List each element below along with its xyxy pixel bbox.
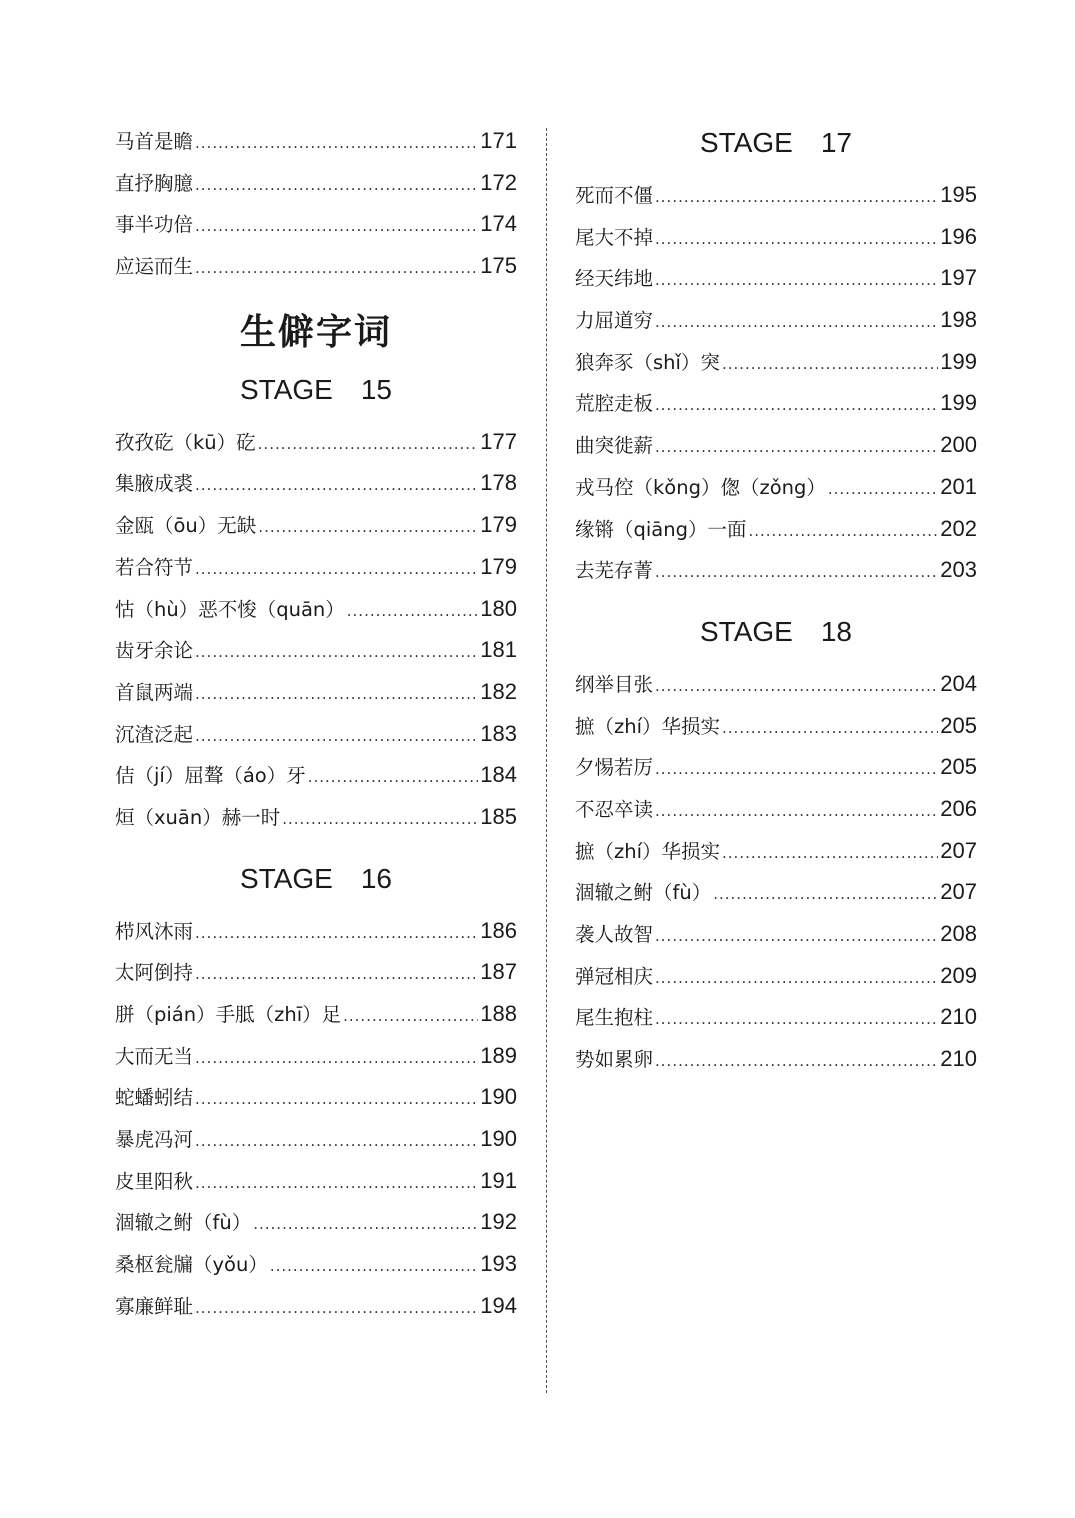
dot-leader [195, 913, 478, 955]
toc-entry-title: 荒腔走板 [575, 392, 654, 416]
toc-entry-title: 沉渣泛起 [115, 722, 194, 746]
toc-entry[interactable] [115, 203, 517, 245]
section-title: 生僻字词 [239, 311, 392, 353]
toc-entry[interactable] [115, 1201, 517, 1243]
toc-entry-page-number: 181 [480, 637, 517, 663]
dot-leader [828, 469, 938, 511]
toc-entry[interactable] [115, 629, 517, 671]
dot-leader [195, 1288, 478, 1330]
toc-list-stage-18 [575, 663, 977, 1080]
toc-entry-title: 经天纬地 [575, 267, 654, 291]
toc-entry-title: 寡廉鲜耻 [115, 1294, 194, 1318]
toc-list-stage-17 [575, 174, 977, 591]
toc-entry[interactable] [115, 1285, 517, 1327]
toc-entry-title: 死而不僵 [575, 184, 654, 207]
stage-heading: STAGE 15 [240, 373, 392, 405]
dot-leader [655, 958, 938, 1000]
toc-entry[interactable] [115, 754, 517, 796]
toc-entry-page-number: 175 [480, 253, 517, 279]
toc-entry-title: 若合符节 [115, 555, 194, 579]
toc-entry-title: 涸辙之鲋（fù） [115, 1211, 252, 1235]
dot-leader [655, 666, 938, 708]
toc-entry-title: 胼（pián）手胝（zhī）足 [115, 1003, 342, 1026]
toc-entry-title: 纲举目张 [575, 672, 654, 696]
toc-entry[interactable] [115, 120, 517, 162]
toc-entry-page-number: 191 [480, 1167, 517, 1193]
toc-entry[interactable] [575, 705, 977, 747]
dot-leader [195, 674, 478, 716]
toc-entry[interactable] [575, 955, 977, 997]
dot-leader [655, 916, 938, 958]
toc-entry[interactable] [115, 504, 517, 546]
toc-entry[interactable] [115, 1118, 517, 1160]
right-column [575, 112, 977, 1080]
toc-entry-page-number: 205 [940, 712, 977, 738]
toc-entry-title: 夕惕若厉 [575, 756, 654, 780]
toc-entry[interactable] [115, 245, 517, 287]
toc-entry[interactable] [115, 1243, 517, 1285]
toc-entry[interactable] [575, 216, 977, 258]
toc-entry[interactable] [575, 382, 977, 424]
dot-leader [195, 1038, 478, 1080]
dot-leader [195, 549, 478, 591]
toc-entry-title: 栉风沐雨 [115, 919, 194, 943]
column-divider [546, 128, 547, 1393]
dot-leader [347, 591, 479, 633]
dot-leader [195, 465, 478, 507]
toc-entry-title: 首鼠两端 [115, 680, 194, 704]
toc-entry-page-number: 203 [940, 557, 977, 583]
toc-list-stage-16 [115, 910, 517, 1327]
toc-entry-title: 狼奔豕（shǐ）突 [575, 350, 720, 374]
toc-entry[interactable] [575, 871, 977, 913]
dot-leader [655, 552, 938, 594]
toc-entry[interactable] [115, 462, 517, 504]
dot-leader [655, 177, 938, 219]
toc-entry-page-number: 197 [940, 265, 977, 291]
dot-leader [722, 708, 938, 750]
toc-entry-page-number: 171 [480, 128, 517, 153]
dot-leader [270, 1246, 478, 1288]
toc-entry-title: 涸辙之鲋（fù） [575, 881, 712, 905]
left-column [115, 120, 517, 1327]
dot-leader [655, 749, 938, 791]
dot-leader [655, 302, 938, 344]
toc-entry-page-number: 205 [940, 754, 977, 780]
toc-entry[interactable] [115, 951, 517, 993]
toc-entry[interactable] [575, 174, 977, 216]
toc-entry-title: 太阿倒持 [115, 961, 194, 985]
toc-entry-page-number: 209 [940, 962, 977, 988]
toc-entry-page-number: 196 [940, 223, 977, 249]
toc-entry-title: 孜孜矻（kū）矻 [115, 430, 256, 454]
toc-entry-title: 势如累卵 [575, 1048, 654, 1072]
toc-entry[interactable] [575, 341, 977, 383]
dot-leader [282, 799, 478, 841]
dot-leader [195, 248, 478, 290]
toc-entry-page-number: 185 [480, 803, 517, 829]
toc-entry-page-number: 187 [480, 959, 517, 985]
dot-leader [195, 165, 478, 207]
dot-leader [655, 219, 938, 261]
toc-entry-page-number: 202 [940, 515, 977, 541]
toc-entry-page-number: 192 [480, 1209, 517, 1235]
toc-entry-title: 事半功倍 [115, 213, 194, 237]
toc-entry[interactable] [575, 663, 977, 705]
toc-list-stage-15 [115, 421, 517, 838]
toc-entry-title: 皮里阳秋 [115, 1169, 194, 1193]
toc-entry[interactable] [575, 746, 977, 788]
toc-entry-title: 佶（jí）屈聱（áo）牙 [115, 764, 306, 788]
toc-entry-title: 直抒胸臆 [115, 171, 194, 195]
dot-leader [655, 260, 938, 302]
toc-entry[interactable] [115, 162, 517, 204]
dot-leader [195, 1079, 478, 1121]
toc-entry[interactable] [575, 466, 977, 508]
dot-leader [655, 427, 938, 469]
dot-leader [258, 424, 479, 466]
toc-entry-title: 金瓯（ōu）无缺 [115, 514, 257, 538]
toc-entry-title: 摭（zhí）华损实 [575, 714, 721, 738]
toc-entry[interactable] [115, 1076, 517, 1118]
stage-heading: STAGE 17 [700, 127, 852, 158]
toc-entry-page-number: 194 [480, 1292, 517, 1318]
dot-leader [195, 716, 478, 758]
toc-entry-title: 袭人故智 [575, 923, 654, 946]
dot-leader [655, 385, 938, 427]
dot-leader [195, 954, 478, 996]
dot-leader [195, 206, 478, 248]
toc-entry[interactable] [115, 1160, 517, 1202]
toc-entry[interactable] [575, 996, 977, 1038]
toc-entry-title: 去芜存菁 [575, 559, 654, 583]
toc-entry[interactable] [115, 1035, 517, 1077]
toc-entry[interactable] [115, 796, 517, 838]
dot-leader [748, 511, 938, 553]
toc-entry-page-number: 179 [480, 553, 517, 579]
dot-leader [655, 1041, 938, 1083]
dot-leader [195, 1163, 478, 1205]
toc-entry-title: 集腋成裘 [115, 472, 194, 496]
toc-entry-page-number: 189 [480, 1042, 517, 1068]
toc-entry-page-number: 208 [940, 921, 977, 946]
toc-entry-title: 尾大不掉 [575, 225, 654, 249]
toc-entry[interactable] [575, 549, 977, 591]
toc-entry-page-number: 177 [480, 428, 517, 454]
toc-entry-title: 蛇蟠蚓结 [115, 1086, 194, 1110]
toc-entry-title: 齿牙余论 [115, 639, 194, 663]
toc-entry-page-number: 200 [940, 432, 977, 458]
toc-entry-page-number: 180 [480, 595, 517, 621]
toc-entry[interactable] [575, 913, 977, 955]
toc-entry-page-number: 210 [940, 1004, 977, 1030]
toc-entry-page-number: 183 [480, 720, 517, 746]
toc-entry-page-number: 210 [940, 1046, 977, 1072]
toc-entry-title: 桑枢瓮牖（yǒu） [115, 1253, 268, 1277]
toc-entry-title: 摭（zhí）华损实 [575, 839, 721, 863]
toc-entry[interactable] [115, 910, 517, 952]
dot-leader [195, 1121, 478, 1163]
toc-entry[interactable] [115, 993, 517, 1035]
toc-entry-page-number: 182 [480, 678, 517, 704]
toc-entry[interactable] [575, 299, 977, 341]
toc-entry-title: 大而无当 [115, 1044, 194, 1068]
dot-leader [258, 507, 478, 549]
toc-entry[interactable] [115, 713, 517, 755]
dot-leader [722, 344, 938, 386]
stage-heading: STAGE 18 [700, 615, 852, 647]
toc-entry-page-number: 190 [480, 1084, 517, 1110]
dot-leader [713, 874, 938, 916]
dot-leader [655, 999, 938, 1041]
toc-entry-page-number: 172 [480, 169, 517, 195]
toc-entry-page-number: 193 [480, 1251, 517, 1277]
toc-entry[interactable] [575, 257, 977, 299]
toc-entry-title: 马首是瞻 [115, 130, 194, 153]
toc-entry[interactable] [115, 546, 517, 588]
dot-leader [195, 632, 478, 674]
toc-entry-page-number: 174 [480, 211, 517, 237]
toc-entry[interactable] [115, 588, 517, 630]
toc-entry-title: 尾生抱柱 [575, 1006, 654, 1030]
toc-entry-title: 应运而生 [115, 255, 194, 279]
toc-entry-page-number: 188 [480, 1001, 517, 1026]
toc-entry[interactable] [575, 1038, 977, 1080]
toc-list-previous [115, 120, 517, 287]
toc-entry-title: 力屈道穷 [575, 309, 654, 333]
toc-entry-page-number: 186 [480, 917, 517, 943]
dot-leader [195, 123, 478, 165]
toc-entry-title: 缘锵（qiāng）一面 [575, 517, 747, 541]
toc-entry-page-number: 207 [940, 879, 977, 905]
toc-entry-page-number: 184 [480, 762, 517, 788]
dot-leader [308, 757, 479, 799]
toc-entry-page-number: 207 [940, 837, 977, 863]
toc-entry-title: 怙（hù）恶不悛（quān） [115, 597, 345, 621]
toc-entry-page-number: 204 [940, 670, 977, 696]
toc-entry-page-number: 198 [940, 307, 977, 333]
toc-entry-title: 戎马倥（kǒng）偬（zǒng） [575, 475, 826, 499]
toc-entry-page-number: 179 [480, 512, 517, 538]
toc-entry-page-number: 190 [480, 1126, 517, 1152]
toc-entry[interactable] [575, 508, 977, 550]
toc-entry-page-number: 199 [940, 390, 977, 416]
toc-entry[interactable] [575, 424, 977, 466]
toc-entry-page-number: 206 [940, 795, 977, 821]
toc-entry-title: 暴虎冯河 [115, 1128, 194, 1152]
toc-entry-page-number: 199 [940, 348, 977, 374]
stage-heading: STAGE 16 [240, 862, 392, 894]
toc-entry-page-number: 201 [940, 473, 977, 499]
dot-leader [655, 791, 938, 833]
toc-entry[interactable] [575, 788, 977, 830]
toc-entry[interactable] [115, 421, 517, 463]
dot-leader [253, 1204, 478, 1246]
toc-entry[interactable] [575, 830, 977, 872]
toc-entry-page-number: 195 [940, 182, 977, 207]
dot-leader [343, 996, 478, 1038]
toc-entry[interactable] [115, 671, 517, 713]
toc-entry-page-number: 178 [480, 470, 517, 496]
toc-entry-title: 不忍卒读 [575, 797, 654, 821]
dot-leader [722, 833, 938, 875]
toc-entry-title: 弹冠相庆 [575, 964, 654, 988]
toc-entry-title: 曲突徙薪 [575, 434, 654, 458]
toc-entry-title: 烜（xuān）赫一时 [115, 805, 281, 829]
